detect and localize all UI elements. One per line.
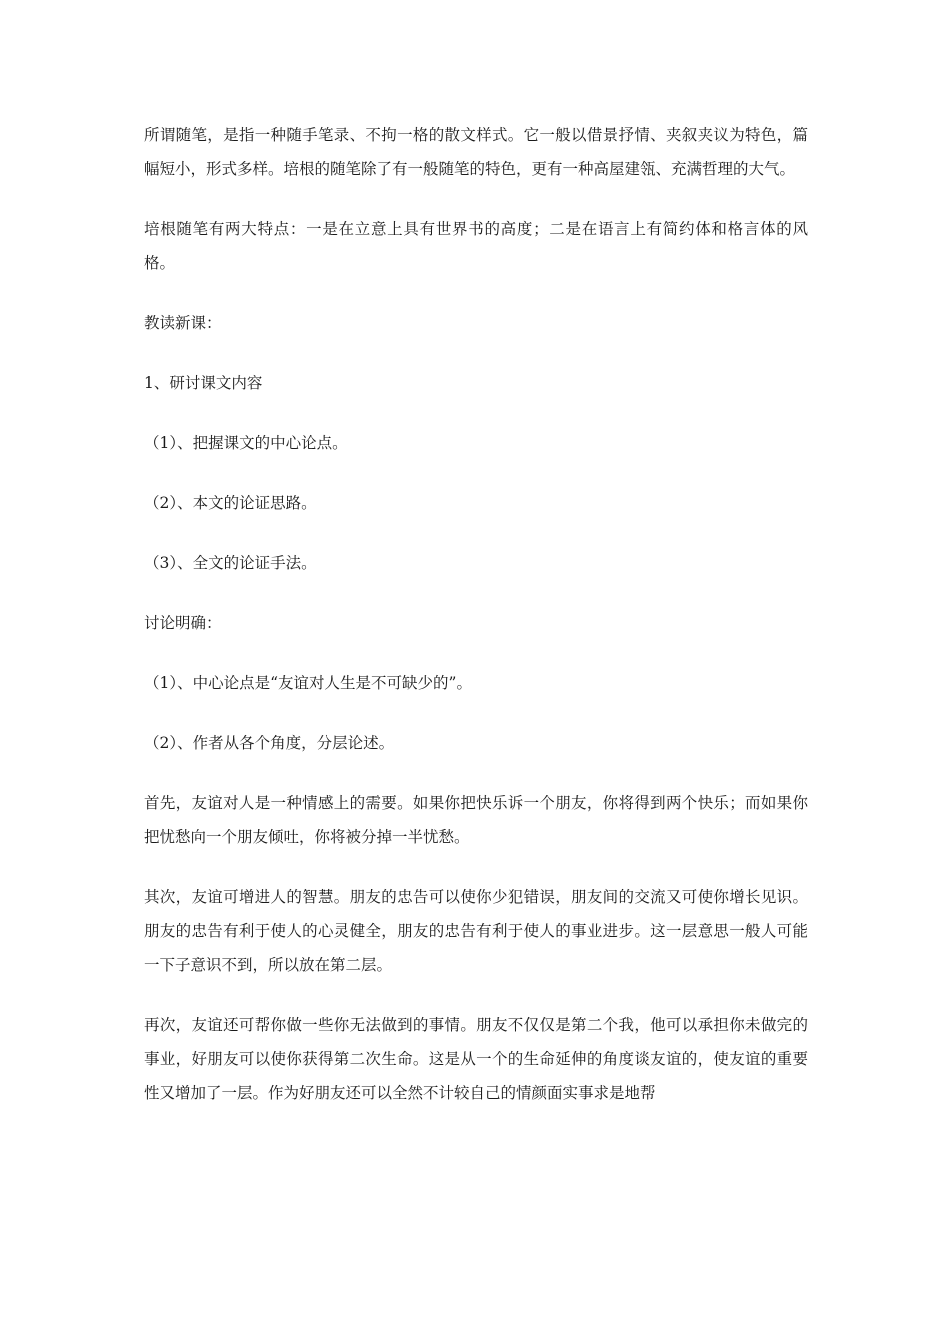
list-item: （2）、本文的论证思路。 xyxy=(144,494,317,512)
document-body xyxy=(144,118,808,1110)
subsection-heading: 1、研讨课文内容 xyxy=(144,374,263,392)
features-paragraph: 培根随笔有两大特点：一是在立意上具有世界书的高度；二是在语言上有简约体和格言体的风格。 xyxy=(144,220,808,272)
discussion-heading: 讨论明确： xyxy=(144,614,222,632)
list-item: （1）、把握课文的中心论点。 xyxy=(144,434,348,452)
list-item: （2）、作者从各个角度，分层论述。 xyxy=(144,734,395,752)
section-heading: 教读新课： xyxy=(144,314,222,332)
list-item: （3）、全文的论证手法。 xyxy=(144,554,317,572)
list-item: （1）、中心论点是“友谊对人生是不可缺少的”。 xyxy=(144,674,472,692)
body-paragraph: 再次，友谊还可帮你做一些你无法做到的事情。朋友不仅仅是第二个我，他可以承担你未做完的事业，好朋友可以使你获得第二次生命。这是从一个的生命延伸的角度谈友谊的，使友谊的重要性又增加了一层。作为好朋友还可以全然不计较自己的情颜面实事求是地帮 xyxy=(144,1016,808,1102)
intro-paragraph: 所谓随笔，是指一种随手笔录、不拘一格的散文样式。它一般以借景抒情、夹叙夹议为特色，篇幅短小，形式多样。培根的随笔除了有一般随笔的特色，更有一种高屋建瓴、充满哲理的大气。 xyxy=(144,126,808,178)
body-paragraph: 首先，友谊对人是一种情感上的需要。如果你把快乐诉一个朋友，你将得到两个快乐；而如果你把忧愁向一个朋友倾吐，你将被分掉一半忧愁。 xyxy=(144,794,808,846)
body-paragraph: 其次，友谊可增进人的智慧。朋友的忠告可以使你少犯错误，朋友间的交流又可使你增长见识。朋友的忠告有利于使人的心灵健全，朋友的忠告有利于使人的事业进步。这一层意思一般人可能一下子意识不到，所以放在第二层。 xyxy=(144,888,808,974)
